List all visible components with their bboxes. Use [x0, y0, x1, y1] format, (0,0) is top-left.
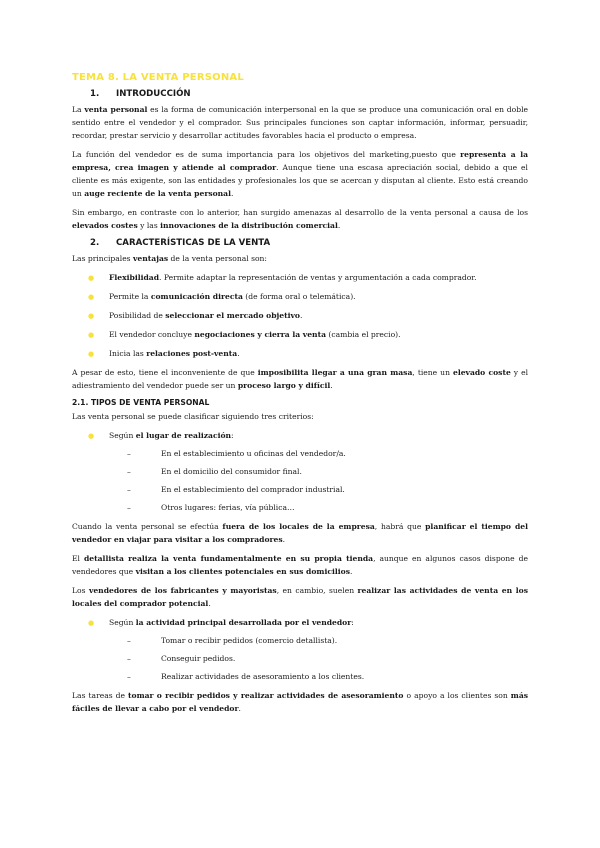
- list-item: ● Según la actividad principal desarrollada por el vendedor: – Tomar o recibir pedidos (comercio detallista). – Conseguir pedidos. – Realizar actividades de asesoramiento a los clientes.: [72, 616, 528, 683]
- list-item: ● El vendedor concluye negociaciones y cierra la venta (cambia el precio).: [72, 328, 528, 341]
- list-item: ● Inicia las relaciones post-venta.: [72, 347, 528, 360]
- paragraph-function: La función del vendedor es de suma importancia para los objetivos del marketing,puesto que representa a la empresa, crea imagen y atiende al comprador. Aunque tiene una escasa apreciación social, debido a que el cliente es más exigente, son las entidades y profesionales los que se acercan y disputan al cliente. Esto está creando un auge reciente de la venta personal.: [72, 150, 529, 198]
- paragraph-definition: La venta personal es la forma de comunicación interpersonal en la que se produce una comunicación oral en doble sentido entre el vendedor y el comprador. Sus principales funciones son captar información, informar, persuadir, recordar, prestar servicio y desarrollar actitudes favorables hacia el producto o empresa.: [72, 105, 528, 140]
- bullet-icon: ●: [88, 331, 95, 339]
- bullet-icon: ●: [88, 274, 95, 282]
- document-title: TEMA 8. LA VENTA PERSONAL: [72, 72, 244, 83]
- dash-icon: –: [127, 485, 131, 494]
- criterio-actividad-list: [72, 616, 528, 683]
- dash-icon: –: [127, 654, 131, 663]
- bullet-icon: ●: [88, 293, 95, 301]
- paragraph-tareas: Las tareas de tomar o recibir pedidos y realizar actividades de asesoramiento o apoyo a los clientes son más fáciles de llevar a cabo por el vendedor.: [72, 691, 529, 713]
- sublist-item: – En el establecimiento del comprador industrial.: [127, 485, 345, 494]
- paragraph-fuera-locales: Cuando la venta personal se efectúa fuera de los locales de la empresa, habrá que planificar el tiempo del vendedor en viajar para visitar a los compradores.: [72, 522, 528, 544]
- sublist-item: – En el domicilio del consumidor final.: [127, 467, 302, 476]
- bullet-icon: ●: [88, 619, 95, 627]
- list-item: ● Según el lugar de realización: – En el establecimiento u oficinas del vendedor/a. – En el domicilio del consumidor final. – En el establecimiento del comprador industrial. – Otros lugares: ferias, vía pública…: [72, 429, 528, 514]
- section-heading-caracteristicas: 2. CARACTERÍSTICAS DE LA VENTA: [90, 238, 271, 248]
- paragraph-ventajas-intro: Las principales ventajas de la venta personal son:: [72, 254, 267, 263]
- paragraph-inconvenientes: A pesar de esto, tiene el inconveniente de que imposibilita llegar a una gran masa, tiene un elevado coste y el adiestramiento del vendedor puede ser un proceso largo y difícil.: [72, 368, 529, 390]
- ventajas-list: [72, 271, 528, 360]
- paragraph-threats: Sin embargo, en contraste con lo anterior, han surgido amenazas al desarrollo de la venta personal a causa de los elevados costes y las innovaciones de la distribución comercial.: [72, 208, 528, 230]
- dash-icon: –: [127, 467, 131, 476]
- list-item: ● Posibilidad de seleccionar el mercado objetivo.: [72, 309, 528, 322]
- dash-icon: –: [127, 672, 131, 681]
- sublist-item: – Otros lugares: ferias, vía pública…: [127, 503, 295, 512]
- bullet-icon: ●: [88, 312, 95, 320]
- list-item: ● Flexibilidad. Permite adaptar la representación de ventas y argumentación a cada comprador.: [72, 271, 528, 284]
- criterio-lugar-list: [72, 429, 528, 514]
- sublist-item: – Conseguir pedidos.: [127, 654, 236, 663]
- paragraph-criterios: Las venta personal se puede clasificar siguiendo tres criterios:: [72, 412, 314, 421]
- list-item: ● Permite la comunicación directa (de forma oral o telemática).: [72, 290, 528, 303]
- dash-icon: –: [127, 503, 131, 512]
- bullet-icon: ●: [88, 350, 95, 358]
- dash-icon: –: [127, 636, 131, 645]
- section-heading-introduccion: 1. INTRODUCCIÓN: [90, 89, 191, 99]
- lugar-sublist: [109, 447, 528, 514]
- bullet-icon: ●: [88, 432, 95, 440]
- document-page: [72, 72, 528, 721]
- sublist-item: – En el establecimiento u oficinas del vendedor/a.: [127, 449, 346, 458]
- subsection-heading-tipos: 2.1. TIPOS DE VENTA PERSONAL: [72, 398, 210, 407]
- sublist-item: – Realizar actividades de asesoramiento a los clientes.: [127, 672, 365, 681]
- dash-icon: –: [127, 449, 131, 458]
- actividad-sublist: [109, 634, 528, 683]
- sublist-item: – Tomar o recibir pedidos (comercio detallista).: [127, 636, 338, 645]
- paragraph-fabricantes: Los vendedores de los fabricantes y mayoristas, en cambio, suelen realizar las actividades de venta en los locales del comprador potencial.: [72, 586, 528, 608]
- paragraph-detallista: El detallista realiza la venta fundamentalmente en su propia tienda, aunque en algunos casos dispone de vendedores que visitan a los clientes potenciales en sus domicilios.: [72, 554, 528, 576]
